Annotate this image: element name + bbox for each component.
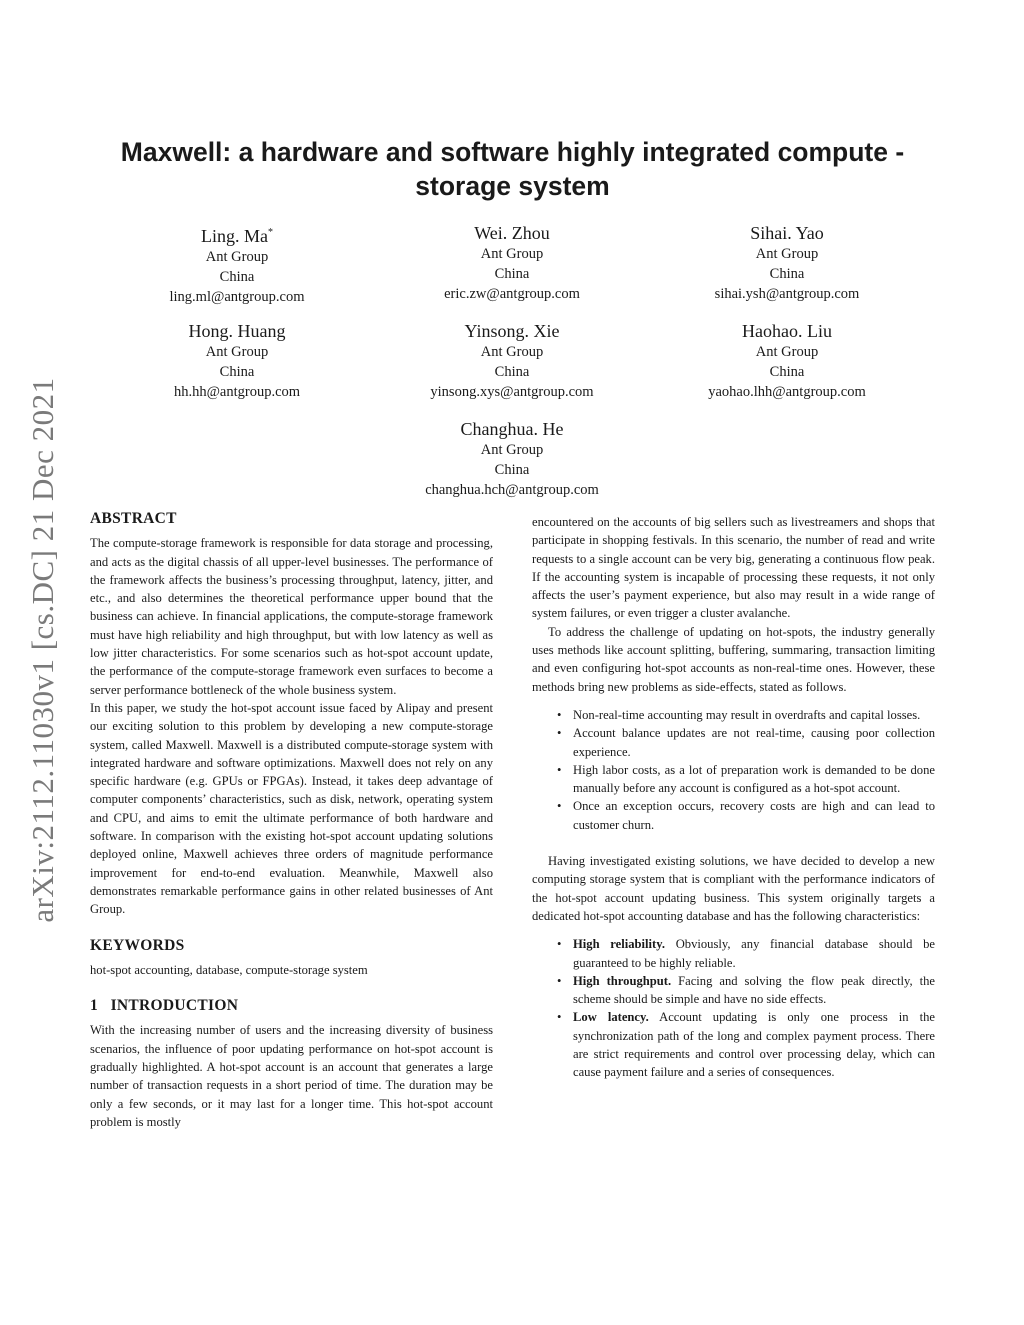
author-affiliation: Ant Group (205, 344, 269, 360)
author-affiliation: Ant Group (480, 442, 544, 458)
author-block (92, 320, 382, 402)
body-paragraph: To address the challenge of updating on hot-spots, the industry generally uses methods like account splitting, buffering, summaring, transaction limiting and even configuring hot-spot accounts as non-real-time ones. However, these methods bring new problems as side-effects, stated as follows. (532, 624, 935, 694)
author-name: Hong. Huang (188, 321, 286, 341)
arxiv-identifier: arXiv:2112.11030v1 [cs.DC] 21 Dec 2021 (25, 377, 60, 923)
abstract-heading: ABSTRACT (90, 510, 177, 527)
introduction-heading: 1 INTRODUCTION (90, 997, 239, 1015)
list-item: • Account balance updates are not real-time, causing poor collection experience. (573, 724, 935, 761)
list-item: • Once an exception occurs, recovery costs are high and can lead to customer churn. (573, 797, 935, 834)
author-email[interactable]: sihai.ysh@antgroup.com (714, 286, 860, 302)
author-country: China (494, 364, 530, 380)
author-name: Wei. Zhou (474, 223, 550, 243)
author-block (367, 320, 657, 402)
author-block (92, 222, 382, 307)
abstract-paragraph: The compute-storage framework is responsible for data storage and processing, and acts as the digital chassis of all upper-level businesses. The performance of the framework affects the business’s processing throughput, latency, jitter, and etc., and also determines the theoretical performance upper bound that the business can achieve. In financial applications, the compute-storage framework must have high reliability and high throughput, but with low latency as well as low jitter characteristics. For some scenarios such as hot-spot account update, the performance of the compute-storage framework even surfaces to become a server performance bottleneck of the whole business system. (90, 536, 493, 697)
author-affiliation: Ant Group (755, 246, 819, 262)
author-country: China (219, 364, 255, 380)
author-country: China (494, 266, 530, 282)
list-item-text: Facing and solving the flow peak directly, the scheme should be simple and have no side effects. (573, 973, 935, 1007)
author-block (367, 222, 657, 304)
author-country: China (769, 364, 805, 380)
author-country: China (219, 269, 255, 285)
author-name: Ling. Ma* (201, 226, 273, 246)
list-item-term: Low latency. (573, 1010, 649, 1025)
author-country: China (494, 462, 530, 478)
abstract-paragraph: In this paper, we study the hot-spot account issue faced by Alipay and present our exciting solution to this problem by developing a new compute-storage system, called Maxwell. Maxwell is a distributed compute-storage system with integrated hardware and software optimizations. Maxwell does not rely on any specific hardware (e.g. GPUs or FPGAs). Instead, it takes deep advantage of computer components’ characteristics, such as disk, network, operating system and CPU, and aims to emit the ultimate performance of both hardware and software. In comparison with the existing hot-spot account updating solutions deployed online, Maxwell achieves three orders of magnitude performance improvement for end-to-end evaluation. Meanwhile, Maxwell also demonstrates remarkable performance gains in other related businesses of Ant Group. (90, 700, 493, 917)
author-block (642, 222, 932, 304)
right-column (532, 513, 935, 1082)
left-column (90, 510, 493, 1131)
keywords-text: hot-spot accounting, database, compute-storage system (90, 962, 368, 977)
author-email[interactable]: ling.ml@antgroup.com (169, 289, 305, 305)
body-paragraph: encountered on the accounts of big sellers such as livestreamers and shops that participate in shopping festivals. In this scenario, the number of read and write requests to a single account can be very big, generating a continuous flow peak. If the accounting system is incapable of processing these requests, it not only affects the user’s payment experience, but also may result in a wide range of system failures, or even trigger a cluster avalanche. (532, 515, 935, 621)
author-affiliation: Ant Group (205, 249, 269, 265)
author-affiliation: Ant Group (480, 344, 544, 360)
author-affiliation: Ant Group (480, 246, 544, 262)
author-country: China (769, 266, 805, 282)
list-item (573, 1008, 935, 1081)
list-item: • High labor costs, as a lot of preparation work is demanded to be done manually before any account is configured as a hot-spot account. (573, 761, 935, 798)
characteristics-list (532, 935, 935, 1081)
paper-title: Maxwell: a hardware and software highly integrated compute - storage system (120, 137, 905, 201)
author-email[interactable]: yinsong.xys@antgroup.com (430, 384, 594, 400)
author-block (367, 418, 657, 500)
list-item-term: High reliability. (573, 937, 665, 952)
author-name: Haohao. Liu (742, 321, 832, 341)
author-email[interactable]: changhua.hch@antgroup.com (425, 482, 599, 498)
author-block (642, 320, 932, 402)
list-item-text: Account updating is only one process in the synchronization path of the long and complex payment process. There are strict requirements and control over processing delay, which can cause payment failure and a series of consequences. (573, 1010, 935, 1080)
keywords-heading: KEYWORDS (90, 936, 185, 954)
list-item-text: Obviously, any financial database should be guaranteed to be highly reliable. (573, 937, 936, 970)
author-email[interactable]: yaohao.lhh@antgroup.com (708, 384, 866, 400)
author-email[interactable]: hh.hh@antgroup.com (173, 384, 301, 400)
author-name: Sihai. Yao (750, 223, 824, 243)
list-item: • Non-real-time accounting may result in overdrafts and capital losses. (573, 706, 935, 724)
author-email[interactable]: eric.zw@antgroup.com (444, 286, 580, 302)
list-item (573, 935, 935, 972)
introduction-paragraph: With the increasing number of users and the increasing diversity of business scenarios, the influence of poor updating performance on hot-spot account is gradually highlighted. A hot-spot account is an account that generates a large number of transaction requests in a short period of time. The duration may be only a few seconds, or it may last for a longer time. This hot-spot account problem is mostly (90, 1023, 493, 1129)
author-name: Yinsong. Xie (464, 321, 560, 341)
side-effects-list (532, 706, 935, 834)
list-item-term: High throughput. (573, 973, 672, 988)
author-name: Changhua. He (460, 419, 564, 439)
body-paragraph: Having investigated existing solutions, we have decided to develop a new computing storage system that is compliant with the performance indicators of the hot-spot account updating business. This system originally targets a dedicated hot-spot accounting database and has the following characteristics: (532, 854, 935, 923)
author-affiliation: Ant Group (755, 344, 819, 360)
list-item (573, 972, 935, 1009)
